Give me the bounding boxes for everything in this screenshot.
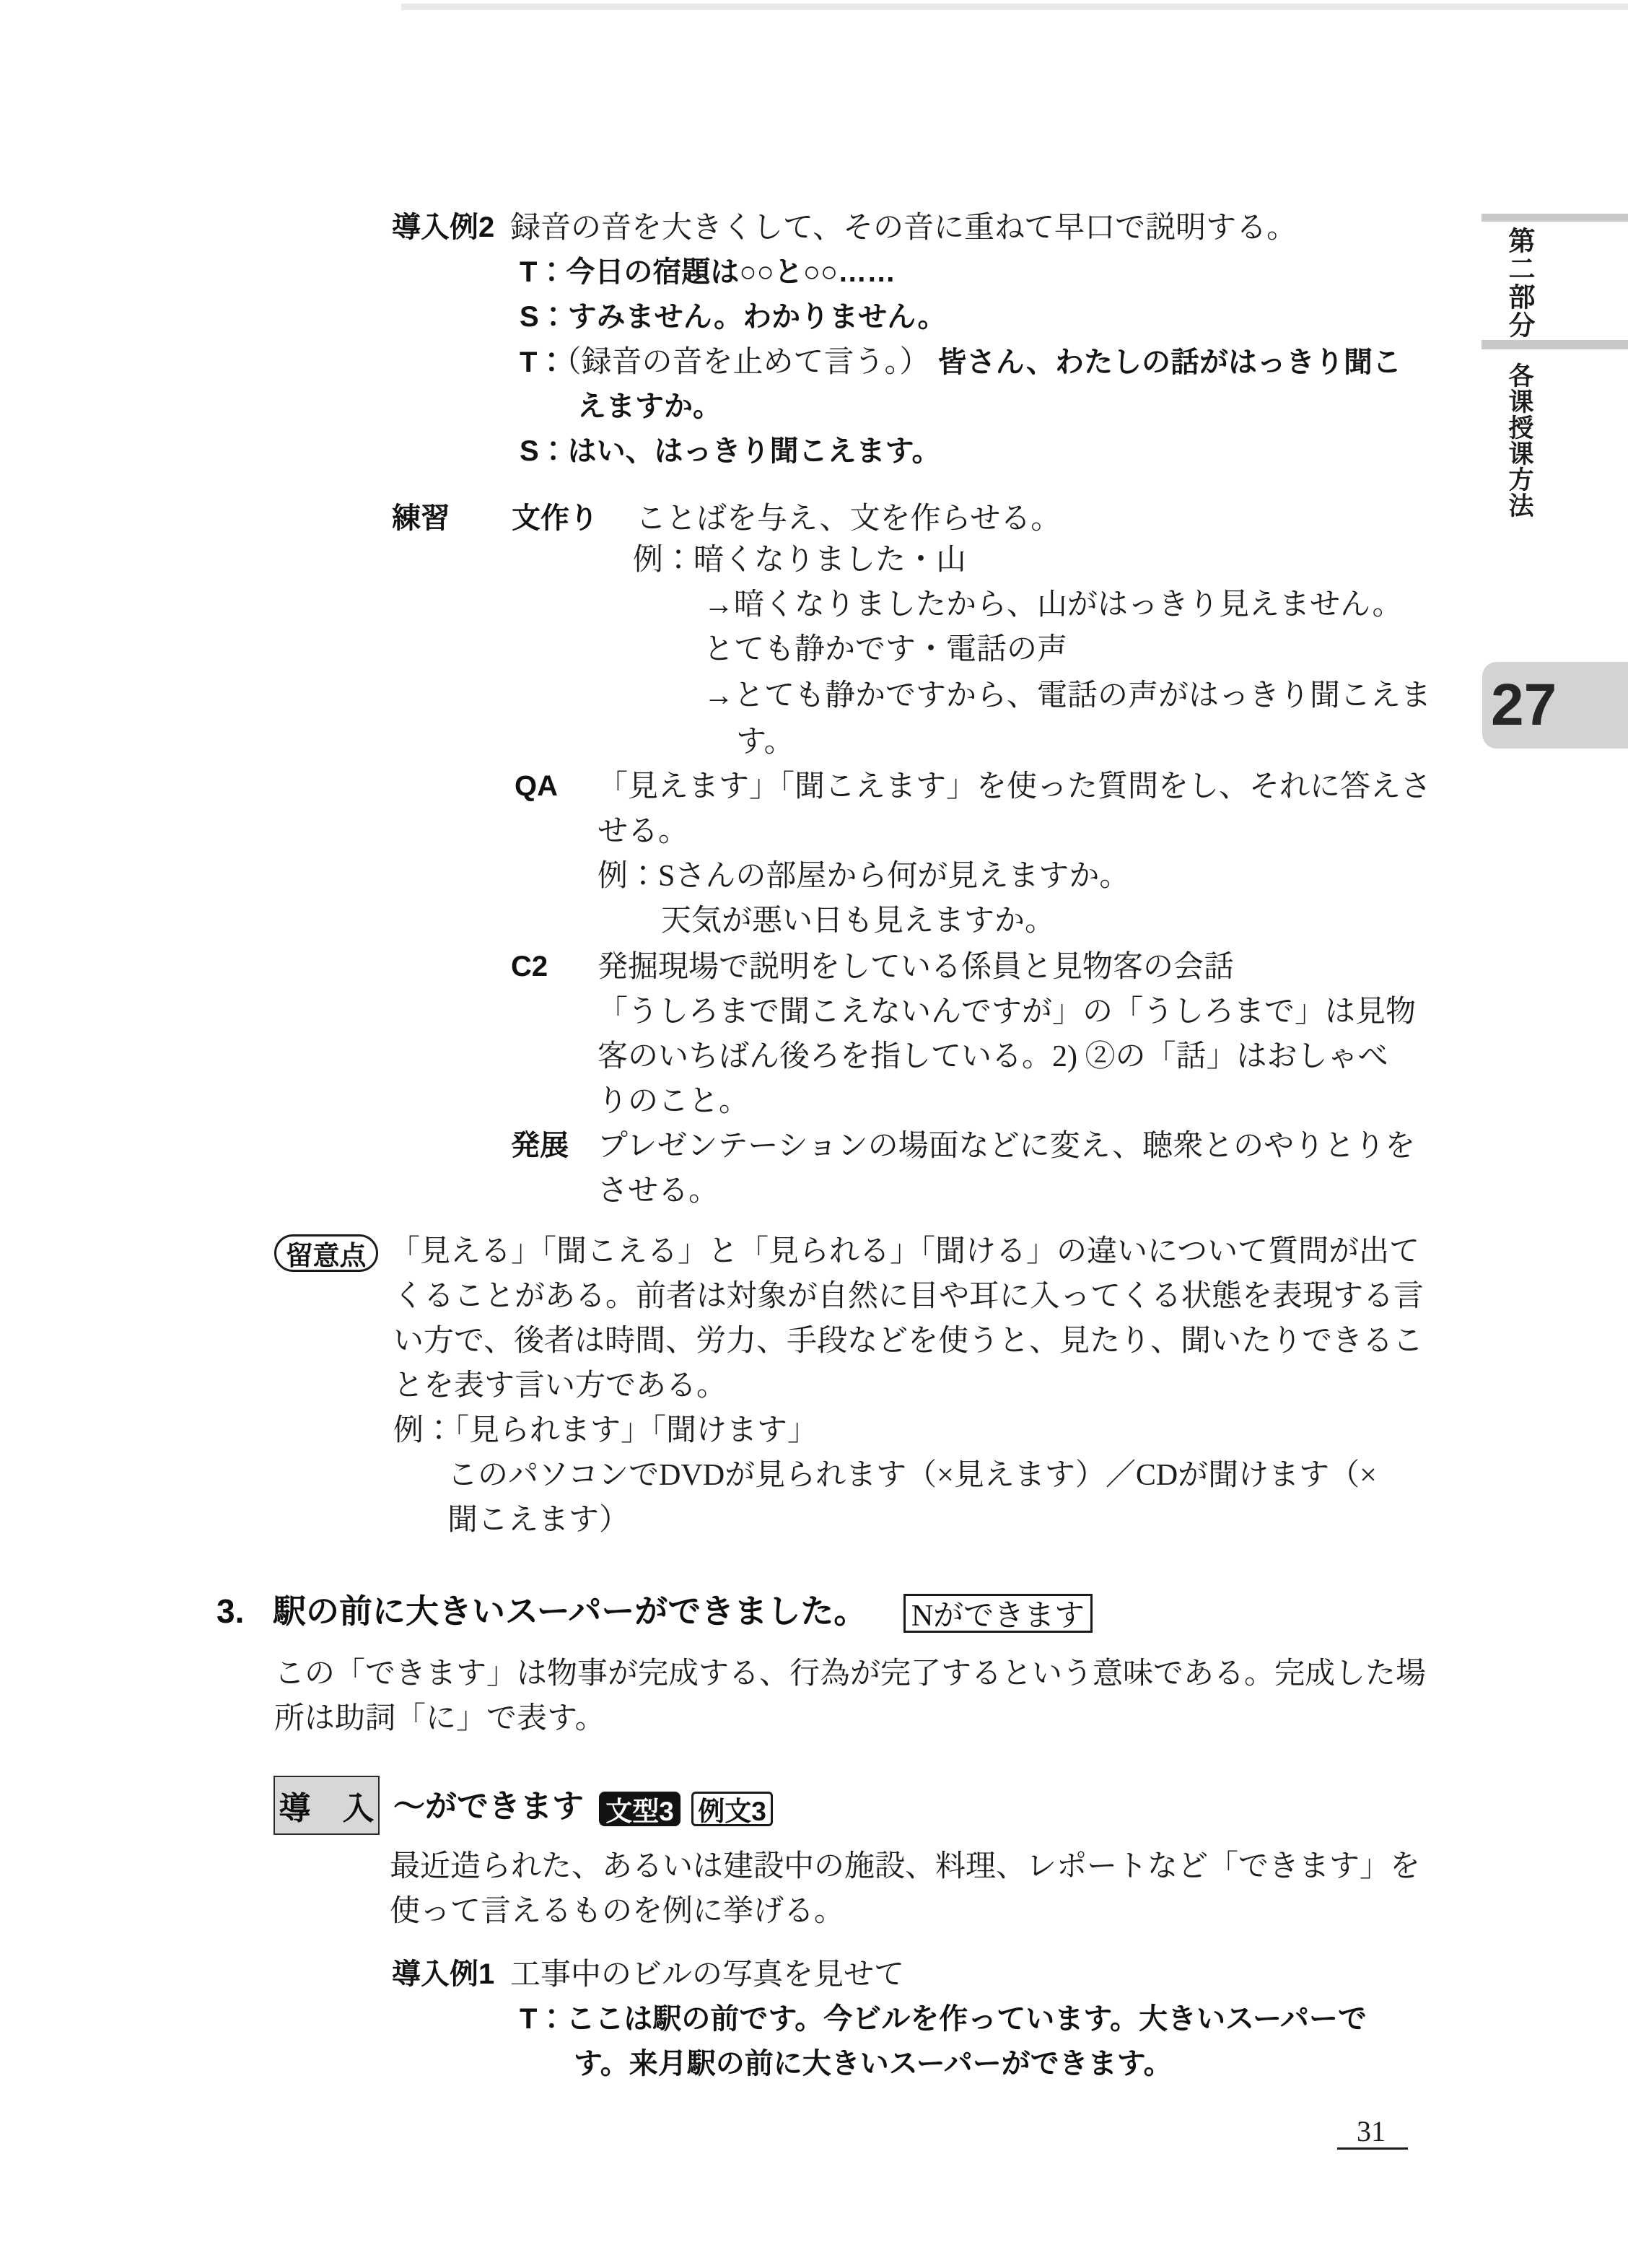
practice-sublabel: 文作り bbox=[512, 502, 598, 534]
section3-title: 駅の前に大きいスーパーができました。 bbox=[273, 1592, 867, 1630]
note-line2: くることがある。前者は対象が自然に目や耳に入ってくる状態を表現する言 bbox=[393, 1280, 1424, 1313]
sidebar-divider-top bbox=[1482, 214, 1628, 222]
dialog-line-teacher bbox=[520, 345, 1401, 380]
intro-example2-label: 導入例2 bbox=[392, 211, 495, 243]
lesson-number-tab: 27 bbox=[1482, 662, 1628, 749]
introduction-title: ～ができます bbox=[393, 1789, 584, 1824]
dialog-speaker: T： bbox=[520, 346, 566, 378]
c2-line2: 「うしろまで聞こえないんですが」の「うしろまで」は見物 bbox=[598, 995, 1417, 1029]
dialog-line-continuation: えますか。 bbox=[577, 391, 722, 422]
note-line4: とを表す言い方である。 bbox=[393, 1369, 727, 1403]
sentence-pattern-tag-label: 文型3 bbox=[605, 1797, 674, 1826]
note-badge bbox=[274, 1234, 378, 1272]
dialog-line-continuation: す。来月駅の前に大きいスーパーができます。 bbox=[574, 2048, 1173, 2080]
qa-example2: 天気が悪い日も見えますか。 bbox=[661, 904, 1056, 938]
dialog-line-student: S：すみません。わかりません。 bbox=[520, 301, 947, 333]
sidebar-section-label: 各课授课方法 bbox=[1505, 362, 1533, 518]
c2-line1: 発掘現場で説明をしている係員と見物客の会話 bbox=[598, 951, 1235, 984]
development-label: 発展 bbox=[511, 1130, 569, 1161]
qa-line1: 「見えます」「聞こえます」を使った質問をし、それに答えさ bbox=[598, 770, 1432, 803]
practice-example1-answer: →暗くなりましたから、山がはっきり見えません。 bbox=[704, 588, 1403, 621]
section3-number: 3. bbox=[216, 1592, 245, 1630]
dialog-line-student: S：はい、はっきり聞こえます。 bbox=[520, 435, 941, 467]
practice-example2-continuation: す。 bbox=[736, 725, 795, 759]
page-number: 31 bbox=[1357, 2115, 1386, 2147]
note-line3: い方で、後者は時間、労力、手段などを使うと、見たり、聞いたりできるこ bbox=[393, 1325, 1424, 1358]
intro-example1-lead: 工事中のビルの写真を見せて bbox=[510, 1958, 905, 1992]
introduction-badge bbox=[273, 1776, 380, 1835]
introduction-paragraph-line2: 使って言えるものを例に挙げる。 bbox=[390, 1895, 845, 1928]
practice-example2: とても静かです・電話の声 bbox=[704, 633, 1068, 666]
sentence-pattern-tag bbox=[599, 1792, 680, 1826]
practice-example1: 例：暗くなりました・山 bbox=[633, 544, 967, 577]
example-sentence-tag bbox=[691, 1792, 773, 1826]
intro-example2-lead: 録音の音を大きくして、その音に重ねて早口で説明する。 bbox=[510, 211, 1297, 245]
page-number-rule bbox=[1337, 2147, 1408, 2150]
dialog-stage-direction: （録音の音を止めて言う。） bbox=[566, 346, 930, 379]
section3-paragraph-line1: この「できます」は物事が完成する、行為が完了するという意味である。完成した場 bbox=[274, 1657, 1427, 1691]
note-line1: 「見える」「聞こえる」と「見られる」「聞ける」の違いについて質問が出て bbox=[390, 1235, 1420, 1268]
note-example-line: 例：「見られます」「聞けます」 bbox=[393, 1414, 818, 1447]
note-example-continuation: 聞こえます） bbox=[447, 1504, 630, 1537]
c2-line4: りのこと。 bbox=[598, 1085, 750, 1118]
page-top-edge-strip bbox=[401, 4, 1628, 10]
practice-example2-answer: →とても静かですから、電話の声がはっきり聞こえま bbox=[704, 679, 1432, 712]
note-example-dvd-line: このパソコンでDVDが見られます（×見えます）／CDが聞けます（× bbox=[447, 1459, 1377, 1492]
sidebar-part-label: 第二部分 bbox=[1505, 227, 1534, 339]
sentence-pattern-text: Nができます bbox=[911, 1600, 1085, 1633]
c2-line3: 客のいちばん後ろを指している。2) ②の「話」はおしゃべ bbox=[598, 1040, 1388, 1073]
dialog-line-teacher: T：今日の宿題は○○と○○…… bbox=[520, 256, 896, 288]
introduction-badge-label: 導 入 bbox=[279, 1791, 375, 1826]
qa-line2: せる。 bbox=[598, 815, 689, 848]
note-badge-label: 留意点 bbox=[286, 1241, 367, 1270]
practice-lead: ことばを与え、文を作らせる。 bbox=[636, 502, 1062, 536]
development-line1: プレゼンテーションの場面などに変え、聴衆とのやりとりを bbox=[598, 1130, 1416, 1163]
c2-label: C2 bbox=[511, 951, 548, 982]
section3-paragraph-line2: 所は助詞「に」で表す。 bbox=[274, 1702, 605, 1735]
dialog-speech: 皆さん、わたしの話がはっきり聞こ bbox=[929, 346, 1401, 378]
qa-example1: 例：Sさんの部屋から何が見えますか。 bbox=[598, 860, 1130, 893]
practice-label: 練習 bbox=[392, 502, 450, 534]
dialog-line-teacher: T：ここは駅の前です。今ビルを作っています。大きいスーパーで bbox=[520, 2003, 1367, 2035]
sidebar-divider-bottom bbox=[1482, 340, 1628, 349]
development-line2: させる。 bbox=[598, 1174, 719, 1208]
introduction-paragraph-line1: 最近造られた、あるいは建設中の施設、料理、レポートなど「できます」を bbox=[390, 1850, 1421, 1883]
qa-label: QA bbox=[515, 770, 558, 802]
example-sentence-tag-label: 例文3 bbox=[698, 1797, 766, 1826]
sentence-pattern-box bbox=[903, 1594, 1093, 1633]
intro-example1-label: 導入例1 bbox=[392, 1958, 495, 1990]
